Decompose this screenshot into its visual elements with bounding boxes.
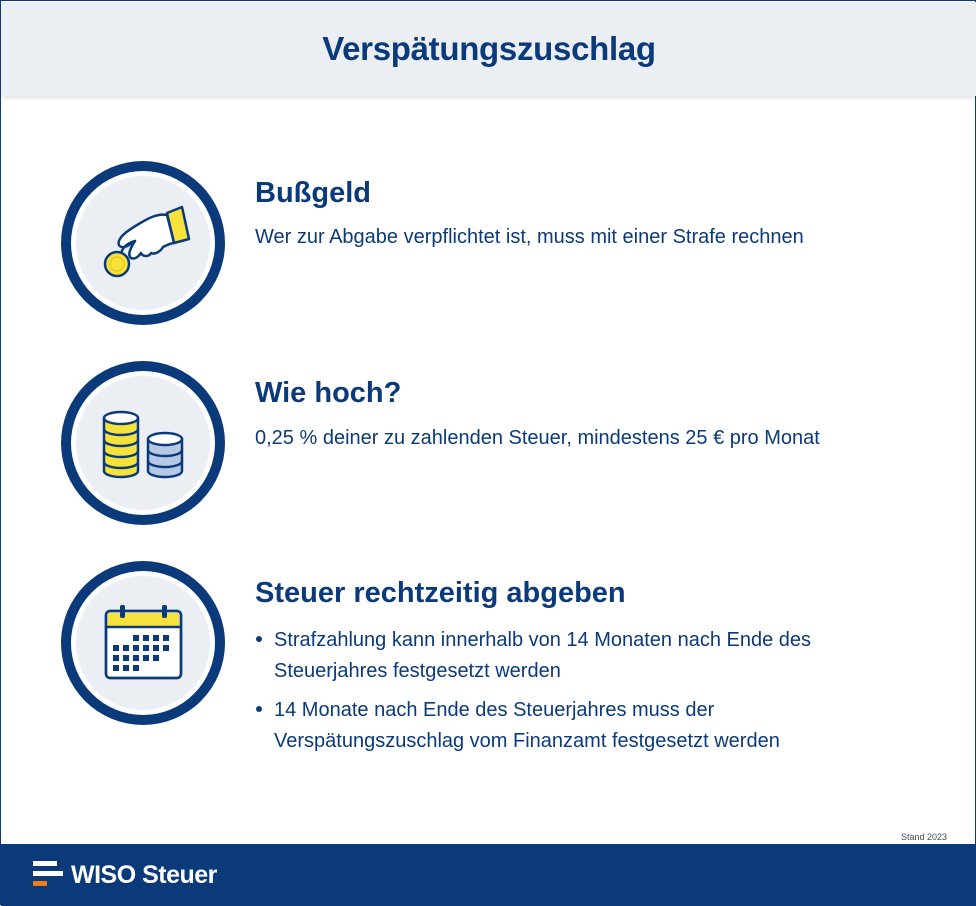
section-description: 0,25 % deiner zu zahlenden Steuer, mindestens 25 € pro Monat [255,427,820,449]
footer-bar [1,844,976,906]
hand-coin-icon [61,161,225,325]
section-description: Wer zur Abgabe verpflichtet ist, muss mit einer Strafe rechnen [255,226,804,248]
header-bar [2,2,976,96]
calendar-icon [61,561,225,725]
list-item: 14 Monate nach Ende des Steuerjahres muss der Verspätungszuschlag vom Finanzamt festgesetzt werden [255,695,895,757]
footnote-stand: Stand 2023 [900,832,947,842]
wiso-logo-icon [33,861,65,889]
bullet-list [255,625,895,765]
brand-logo-text: WISO Steuer [71,861,217,889]
page-title: Verspätungszuschlag [322,30,656,67]
list-item: Strafzahlung kann innerhalb von 14 Monaten nach Ende des Steuerjahres festgesetzt werden [255,625,895,687]
section-title: Steuer rechtzeitig abgeben [255,577,626,609]
section-title: Wie hoch? [255,377,402,409]
section-title: Bußgeld [255,177,371,209]
coin-stacks-icon [61,361,225,525]
